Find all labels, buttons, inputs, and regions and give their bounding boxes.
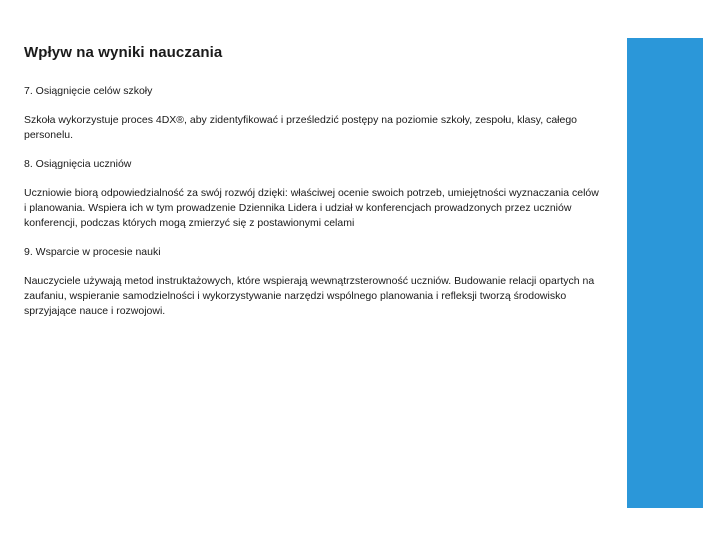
section-heading-7: 7. Osiągnięcie celów szkoły	[24, 85, 153, 97]
section-body-9: Nauczyciele używają metod instruktażowych, które wspierają wewnątrzsterowność uczniów. Budowanie relacji opartych na zaufaniu, wspieranie samodzielności i wykorzystywanie narzędzi wspólnego planowania i refleksji tworzą środowisko sprzyjające nauce i rozwojowi.	[24, 275, 595, 317]
section-body-8: Uczniowie biorą odpowiedzialność za swój rozwój dzięki: właściwej ocenie swoich potrzeb, umiejętności wyznaczania celów i planowania. Wspiera ich w tym prowadzenie Dziennika Lidera i udział w konferencjach prowadzonych przez uczniów konferencji, podczas których mogą zmierzyć się z postawionymi celami	[24, 187, 599, 229]
section-heading-8: 8. Osiągnięcia uczniów	[24, 158, 132, 170]
slide-title: Wpływ na wyniki nauczania	[24, 44, 223, 61]
section-heading-9: 9. Wsparcie w procesie nauki	[24, 246, 161, 258]
section-body-7: Szkoła wykorzystuje proces 4DX®, aby zidentyfikować i prześledzić postępy na poziomie szkoły, zespołu, klasy, całego personelu.	[24, 114, 578, 141]
slide-content	[24, 44, 604, 334]
accent-bar	[627, 38, 703, 508]
